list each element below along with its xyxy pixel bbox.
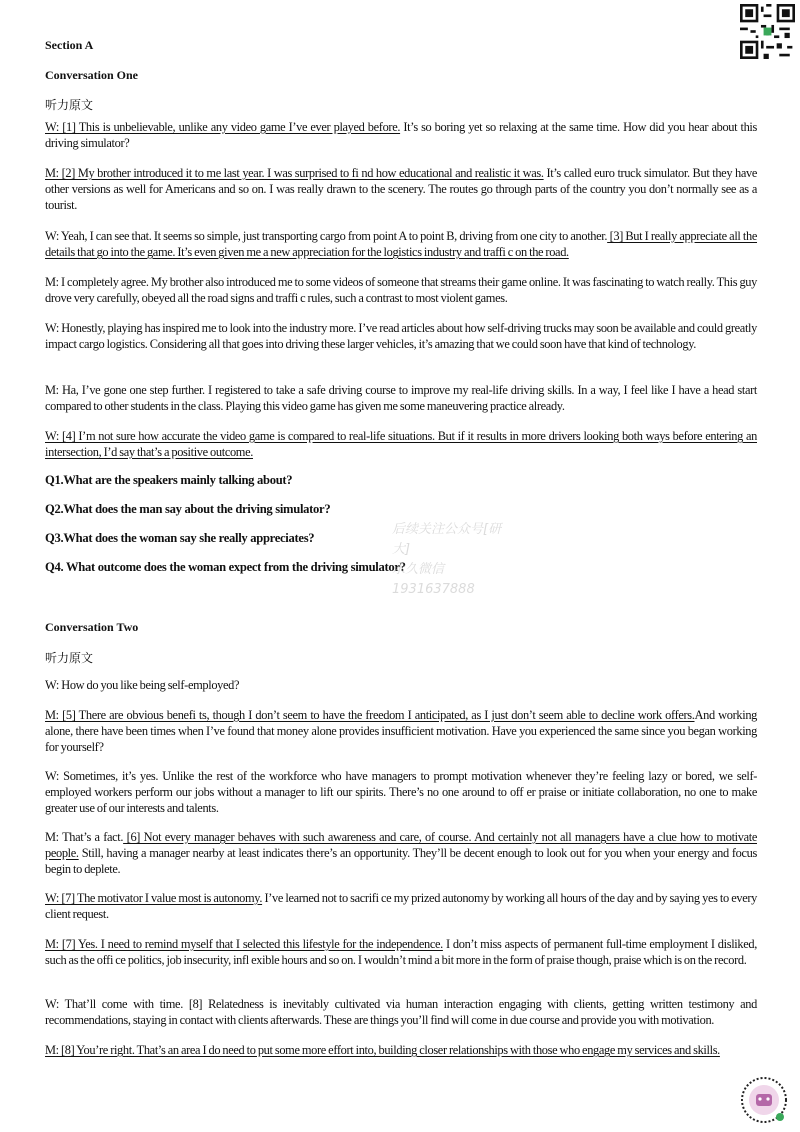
paragraph: M: [7] Yes. I need to remind myself that I selected this lifestyle for the independence. I don’t miss aspects of permanent full-time employment I disliked, such as the offi ce politics, job insecurity, infl exible hours and so on. I wouldn’t mind a bit more in the form of praise though, praise which is on the record. [45, 937, 757, 967]
paragraph: W: [4] I’m not sure how accurate the video game is compared to real-life situations. But if it results in more drivers looking both ways before entering an intersection, I’d say that’s a positive outcome. [45, 429, 757, 459]
paragraph: M: Ha, I’ve gone one step further. I registered to take a safe driving course to improve my real-life driving skills. In a way, I feel like I have a head start compared to other students in the class. Playing this video game has given me some maneuvering practice already. [45, 383, 757, 413]
paragraph: M: [2] My brother introduced it to me last year. I was surprised to fi nd how educational and realistic it was. It’s called euro truck simulator. But they have other versions as well for Americans and so on. I was really drawn to the scenery. The routes go through parts of the country you don’t normally see as a tourist. [45, 166, 757, 212]
paragraph: W: Sometimes, it’s yes. Unlike the rest of the workforce who have managers to prompt motivation whenever they’re feeling lazy or bored, we self-employed workers perform our jobs without a manager to lift our spirits. There’s no one around to off er praise or initiate collaboration, no one to make greater use of our interests and talents. [45, 769, 757, 815]
watermark: 后续关注公众号[研大] 永久微信1931637888 [392, 522, 502, 597]
paragraph: W: [1] This is unbelievable, unlike any video game I’ve ever played before. It’s so boring yet so relaxing at the same time. How did you hear about this driving simulator? [45, 120, 757, 150]
mascot-qr-icon [739, 1074, 789, 1126]
question: Q1.What are the speakers mainly talking about? [45, 473, 293, 487]
conversation-two-title: Conversation Two [45, 620, 139, 634]
transcript-label: 听力原文 [45, 651, 94, 665]
section-heading: Section A [45, 38, 94, 52]
paragraph: W: That’ll come with time. [8] Relatedness is inevitably cultivated via human interaction engaging with clients, getting written testimony and recommendations, staying in contact with clients afterwards. These are things you’ll find will come in due course and provide you with motivation. [45, 997, 757, 1027]
paragraph: W: How do you like being self-employed? [45, 678, 240, 692]
paragraph: W: Honestly, playing has inspired me to look into the industry more. I’ve read articles about how self-driving trucks may soon be available and could greatly impact cargo logistics. Considering all that goes into driving these larger vehicles, it’s amazing that we could soon have that kind of technology. [45, 321, 757, 351]
conversation-one-title: Conversation One [45, 68, 138, 82]
qr-code [740, 4, 795, 59]
paragraph: M: I completely agree. My brother also introduced me to some videos of someone that streams their game online. It was fascinating to watch really. This guy drove very carefully, obeyed all the road signs and traffi c rules, such a contrast to most violent games. [45, 275, 757, 305]
transcript-label: 听力原文 [45, 98, 94, 112]
question: Q4. What outcome does the woman expect from the driving simulator? [45, 560, 406, 574]
paragraph: M: That’s a fact. [6] Not every manager behaves with such awareness and care, of course. And certainly not all managers have a clue how to motivate people. Still, having a manager nearby at least indicates there’s an opportunity. They’ll be decent enough to look out for you when your energy and focus begin to deplete. [45, 830, 757, 876]
paragraph: M: [8] You’re right. That’s an area I do need to put some more effort into, building closer relationships with those who engage my services and skills. [45, 1043, 720, 1057]
paragraph: M: [5] There are obvious benefi ts, though I don’t seem to have the freedom I anticipated, as I just don’t seem able to decline work offers.And working alone, there have been times when I’ve found that money alone provides insufficient motivation. Have you experienced the same since you began working for yourself? [45, 708, 758, 754]
question: Q3.What does the woman say she really appreciates? [45, 531, 315, 545]
paragraph: W: Yeah, I can see that. It seems so simple, just transporting cargo from point A to point B, driving from one city to another. [3] But I really appreciate all the details that go into the game. It’s even given me a new appreciation for the logistics industry and traffi c on the road. [45, 229, 758, 259]
paragraph: W: [7] The motivator I value most is autonomy. I’ve learned not to sacrifi ce my prized autonomy by working all hours of the day and by saying yes to every client request. [45, 891, 757, 921]
question: Q2.What does the man say about the driving simulator? [45, 502, 331, 516]
